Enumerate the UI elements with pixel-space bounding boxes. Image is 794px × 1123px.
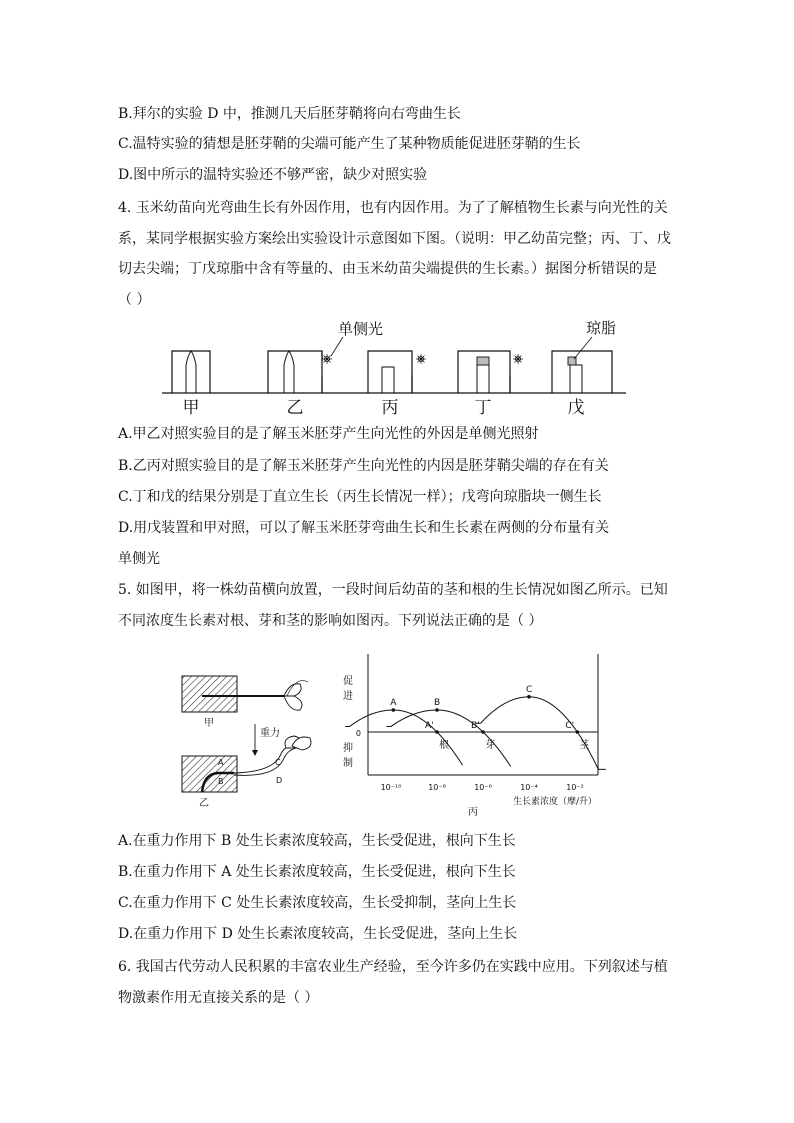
q5-seedling-figure bbox=[172, 660, 332, 810]
auxin-chart bbox=[330, 640, 630, 820]
x-tick-label: 10⁻¹⁰ bbox=[380, 783, 402, 792]
peak-point-2 bbox=[527, 695, 531, 699]
peak-label-1: B bbox=[434, 698, 441, 708]
zero-tick: 0 bbox=[355, 729, 361, 738]
panel-bing-box bbox=[368, 351, 412, 393]
panel-label-wu: 戊 bbox=[567, 398, 585, 418]
zero-label-0: A' bbox=[425, 721, 434, 731]
agar-label: 琼脂 bbox=[586, 319, 617, 337]
peak-point-0 bbox=[392, 708, 396, 712]
x-tick-label: 10⁻² bbox=[566, 783, 584, 792]
zero-label-1: B' bbox=[471, 721, 480, 731]
ylabel-promote-1: 促 bbox=[343, 676, 353, 687]
q4-stem-line-3: 切去尖端；丁戊琼脂中含有等量的、由玉米幼苗尖端提供的生长素。）据图分析错误的是 bbox=[118, 261, 657, 277]
zero-point-2 bbox=[576, 730, 580, 734]
panel-yi-box bbox=[268, 351, 322, 393]
series-label-0: 根 bbox=[439, 740, 449, 751]
peak-label-2: C bbox=[526, 684, 533, 695]
q3-option-c: C.温特实验的猜想是胚芽鞘的尖端可能产生了某种物质能促进胚芽鞘的生长 bbox=[118, 136, 581, 152]
panel-label-jia: 甲 bbox=[182, 398, 200, 418]
chart-title-bing: 丙 bbox=[468, 807, 478, 818]
point-label-a: A bbox=[218, 758, 224, 767]
point-label-d: D bbox=[276, 776, 283, 785]
q4-stem-line-4: （ ） bbox=[118, 292, 151, 308]
zero-label-2: C' bbox=[565, 721, 575, 731]
gravity-label: 重力 bbox=[260, 728, 280, 739]
stray-text: 单侧光 bbox=[118, 551, 160, 567]
point-label-c: C bbox=[275, 758, 281, 767]
panel-label-ding: 丁 bbox=[474, 398, 492, 418]
panel-label-yi: 乙 bbox=[286, 398, 304, 418]
q4-stem-line-2: 系，某同学根据实验方案绘出实验设计示意图如下图。（说明：甲乙幼苗完整；丙、丁、戊 bbox=[118, 231, 671, 247]
curve-2 bbox=[476, 697, 606, 770]
series-label-2: 茎 bbox=[579, 740, 590, 751]
curve-1 bbox=[386, 710, 510, 766]
q5-option-b: B.在重力作用下 A 处生长素浓度较高，生长受促进，根向下生长 bbox=[118, 864, 516, 880]
light-label: 单侧光 bbox=[338, 320, 384, 338]
sun-icon bbox=[416, 354, 426, 364]
point-label-b: B bbox=[218, 777, 224, 786]
q4-experiment-figure bbox=[160, 315, 630, 419]
q5-option-a: A.在重力作用下 B 处生长素浓度较高，生长受促进，根向下生长 bbox=[118, 833, 516, 849]
ylabel-inhibit-2: 制 bbox=[343, 758, 353, 769]
x-tick-label: 10⁻⁴ bbox=[520, 783, 538, 792]
series-label-1: 芽 bbox=[485, 740, 495, 751]
panel-label-bing: 丙 bbox=[381, 398, 399, 418]
sun-icon bbox=[322, 354, 332, 364]
q5-option-d: D.在重力作用下 D 处生长素浓度较高，生长受促进，茎向上生长 bbox=[118, 926, 518, 942]
zero-point-0 bbox=[435, 730, 439, 734]
q6-stem-line-1: 6. 我国古代劳动人民积累的丰富农业生产经验，至今许多仍在实践中应用。下列叙述与植 bbox=[118, 959, 668, 975]
panel-wu-box bbox=[552, 351, 612, 393]
q4-option-d: D.用戊装置和甲对照，可以了解玉米胚芽弯曲生长和生长素在两侧的分布量有关 bbox=[118, 520, 610, 536]
zero-point-1 bbox=[481, 730, 485, 734]
xlabel: 生长素浓度（摩/升） bbox=[513, 797, 598, 807]
panel-ding-box bbox=[458, 351, 510, 393]
q5-stem-line-1: 5. 如图甲，将一株幼苗横向放置，一段时间后幼苗的茎和根的生长情况如图乙所示。已知 bbox=[118, 582, 668, 598]
q4-option-a: A.甲乙对照实验目的是了解玉米胚芽产生向光性的外因是单侧光照射 bbox=[118, 426, 539, 442]
peak-label-0: A bbox=[390, 698, 397, 708]
q5-stem-line-2: 不同浓度生长素对根、芽和茎的影响如图丙。下列说法正确的是（ ） bbox=[118, 613, 543, 629]
q3-option-d: D.图中所示的温特实验还不够严密，缺少对照实验 bbox=[118, 167, 428, 183]
peak-point-1 bbox=[435, 708, 439, 712]
q4-option-b: B.乙丙对照实验目的是了解玉米胚芽产生向光性的内因是胚芽鞘尖端的存在有关 bbox=[118, 458, 609, 474]
ylabel-inhibit-1: 抑 bbox=[343, 743, 353, 754]
q6-stem-line-2: 物激素作用无直接关系的是（ ） bbox=[118, 990, 319, 1006]
panel-jia-box bbox=[172, 351, 210, 393]
q4-option-c: C.丁和戊的结果分别是丁直立生长（丙生长情况一样）；戊弯向琼脂块一侧生长 bbox=[118, 489, 602, 505]
q4-stem-line-1: 4. 玉米幼苗向光弯曲生长有外因作用，也有内因作用。为了了解植物生长素与向光性的关 bbox=[118, 200, 668, 216]
q5-option-c: C.在重力作用下 C 处生长素浓度较高，生长受抑制，茎向上生长 bbox=[118, 895, 517, 911]
q3-option-b: B.拜尔的实验 D 中，推测几天后胚芽鞘将向右弯曲生长 bbox=[118, 106, 461, 122]
yi-label: 乙 bbox=[199, 798, 209, 809]
ylabel-promote-2: 进 bbox=[343, 691, 353, 702]
jia-label: 甲 bbox=[204, 718, 214, 729]
x-tick-label: 10⁻⁸ bbox=[428, 783, 446, 792]
sun-icon bbox=[513, 354, 523, 364]
x-tick-label: 10⁻⁶ bbox=[474, 783, 492, 792]
